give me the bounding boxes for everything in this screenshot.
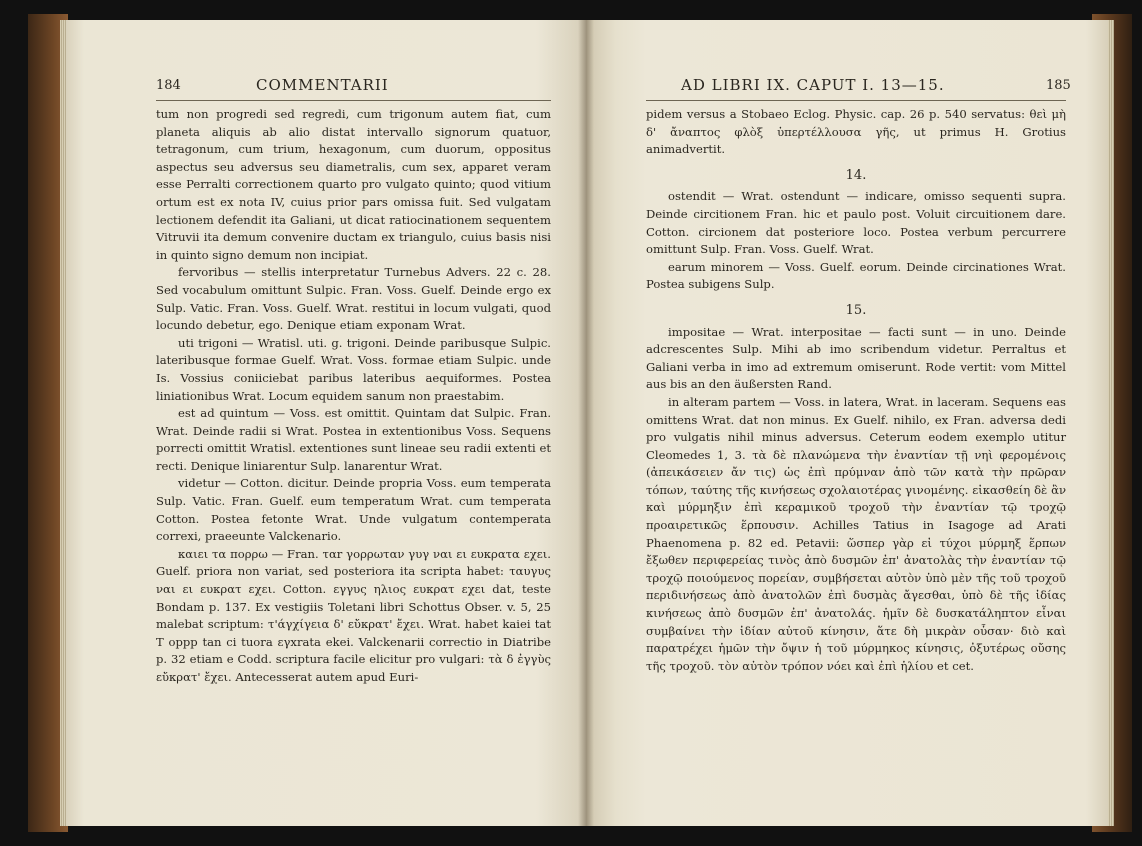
right-header-rule: [646, 100, 1066, 101]
left-para-1: tum non progredi sed regredi, cum trigonum autem fiat, cum planeta aliquis ab alio distat intervallo signorum quatuor, tetragonum, cum trium, hexagonum, cum duorum, oppositus aspectus seu adversus seu diametralis, cum sex, apparet veram esse Perralti correctionem quarto pro vulgato quinto; quod vitium ortum est ex nota IV, cuius prior pars omissa fuit. Sed vulgatam lectionem defendit ita Galiani, ut dicat ratiocinationem sequentem Vitruvii ita demum convenire ductam ex triangulo, cuius basis nisi in quinto signo demum non incipiat.: [156, 107, 551, 262]
book-gutter: [578, 20, 594, 826]
right-body-text: [646, 106, 1066, 675]
left-para-2: fervoribus — stellis interpretatur Turnebus Advers. 22 c. 28. Sed vocabulum omittunt Sulpic. Fran. Voss. Guelf. Deinde ergo ex Sulp. Vatic. Fran. Voss. Guelf. Wrat. restitui in locum vulgati, quod locundo debetur, ego. Denique etiam exponam Wrat.: [156, 265, 551, 333]
section-number-15: 15.: [845, 302, 867, 318]
right-para-5: in alteram partem — Voss. in latera, Wrat. in laceram. Sequens eas omittens Wrat. dat non minus. Ex Guelf. nihilo, ex Fran. adversa dedi pro vulgatis nihil minus adversus. Ceterum eodem exemplo utitur Cleomedes 1, 3. τὰ δὲ πλανώμενα τὴν ἐναντίαν τῇ νηὶ φερομένοις (ἀπεικάσειεν ἄν τις) ὡς ἐπὶ πρύμναν ἀπὸ τῶν κατὰ τὴν πρῶραν τόπων, ταύτης τῆς κινήσεως σχολαιοτέρας γινομένης. εἰκασθείη δὲ ἂν καὶ μύρμηξιν ἐπὶ κεραμικοῦ τροχοῦ τὴν ἐναντίαν τῷ τροχῷ προαιρετικῶς ἕρπουσιν. Achilles Tatius in Isagoge ad Arati Phaenomena p. 82 ed. Petavii: ὥσπερ γὰρ εἰ τύχοι μύρμηξ ἕρπων ἔξωθεν περιφερείας τινὸς ἀπὸ δυσμῶν ἐπ' ἀνατολὰς τὴν ἐναντίαν τῷ τροχῷ ποιούμενος πορείαν, συμβήσεται αὐτὸν ὑπὸ μὲν τῆς τοῦ τροχοῦ περιδινήσεως ἀπὸ ἀνατολῶν ἐπὶ δυσμὰς ἄγεσθαι, ὑπὸ δὲ τῆς ἰδίας κινήσεως ἀπὸ δυσμῶν ἐπ' ἀνατολάς. ἡμῖν δὲ δυσκατάληπτον εἶναι συμβαίνει τὴν ἰδίαν αὐτοῦ κίνησιν, ἅτε δὴ μικρὰν οὖσαν· διὸ καὶ παρατρέχει ἡμῶν τὴν ὄψιν ἡ τοῦ μύρμηκος κίνησις, ὀξυτέρως οὔσης τῆς τροχοῦ. τὸν αὐτὸν τρόπον νόει καὶ ἐπὶ ἡλίου et cet.: [646, 394, 1066, 673]
right-para-2: ostendit — Wrat. ostendunt — indicare, omisso sequenti supra. Deinde circitionem Fran. hic et paulo post. Voluit circuitionem dare. Cotton. circionem dat posteriore loco. Postea verbum percurrere omittunt Sulp. Fran. Voss. Guelf. Wrat.: [646, 189, 1066, 257]
right-para-1: pidem versus a Stobaeo Eclog. Physic. cap. 26 p. 540 servatus: θεὶ μὴ δ' ἄναπτος φλὸξ ὑπερτέλλουσα γῆς, ut primus H. Grotius animadvertit.: [646, 107, 1066, 157]
right-page-number: 185: [1046, 78, 1071, 93]
left-para-3: uti trigoni — Wratisl. uti. g. trigoni. Deinde paribusque Sulpic. lateribusque formae Guelf. Wrat. Voss. formae etiam Sulpic. unde Is. Vossius coniiciebat paribus lateribus aequiformes. Postea liniationibus Wrat. Locum equidem sanum non praestabim.: [156, 335, 551, 403]
left-para-6: καιει τα πορρω — Fran. ταr γορρωταν γυγ ναι ει ευκρατα εχει. Guelf. priora non variat, sed posteriora ita scripta habet: ταυγυς ναι ει ευκρατ εχει. Cotton. εγγυς ηλιος ευκρατ εχει dat, teste Bondam p. 137. Ex vestigiis Toletani libri Schottus Obser. v. 5, 25 malebat scriptum: τ'άγχίγεια δ' εὔκρατ' ἔχει. Wrat. habet kaiei tat T oppp tan ci tuora εγxrata ekei. Valckenarii correctio in Diatribe p. 32 etiam e Codd. scriptura facile elicitur pro vulgari: τὰ δ ἐγγὺς εὔκρατ' ἔχει. Antecesserat autem apud Euri-: [156, 546, 551, 684]
left-para-5: videtur — Cotton. dicitur. Deinde propria Voss. eum temperata Sulp. Vatic. Fran. Guelf. eum temperatum Wrat. cum temperata Cotton. Postea fetonte Wrat. Unde vulgatum contemperata correxi, praeeunte Valckenario.: [156, 476, 551, 544]
open-book: [30, 14, 1120, 832]
section-number-14: 14.: [845, 167, 867, 183]
right-page: [586, 20, 1108, 826]
left-page: [66, 20, 586, 826]
left-running-head: COMMENTARII: [256, 76, 389, 94]
left-header-rule: [156, 100, 551, 101]
left-page-number: 184: [156, 78, 181, 93]
left-body-text: [156, 106, 551, 687]
left-para-4: est ad quintum — Voss. est omittit. Quintam dat Sulpic. Fran. Wrat. Deinde radii si Wrat. Postea in extentionibus Voss. Sequens porrecti omittit Wratisl. extentiones sunt lineae seu radii extenti et recti. Denique liniarentur Sulp. lanarentur Wrat.: [156, 406, 551, 473]
right-running-head: AD LIBRI IX. CAPUT I. 13—15.: [681, 76, 945, 94]
right-para-4: impositae — Wrat. interpositae — facti sunt — in uno. Deinde adcrescentes Sulp. Mihi ab imo scribendum videtur. Perraltus et Galiani verba in imo ad extremum omiserunt. Rode vertit: vom Mittel aus bis an den äußersten Rand.: [646, 324, 1066, 392]
right-para-3: earum minorem — Voss. Guelf. eorum. Deinde circinationes Wrat. Postea subigens Sulp.: [646, 259, 1066, 292]
